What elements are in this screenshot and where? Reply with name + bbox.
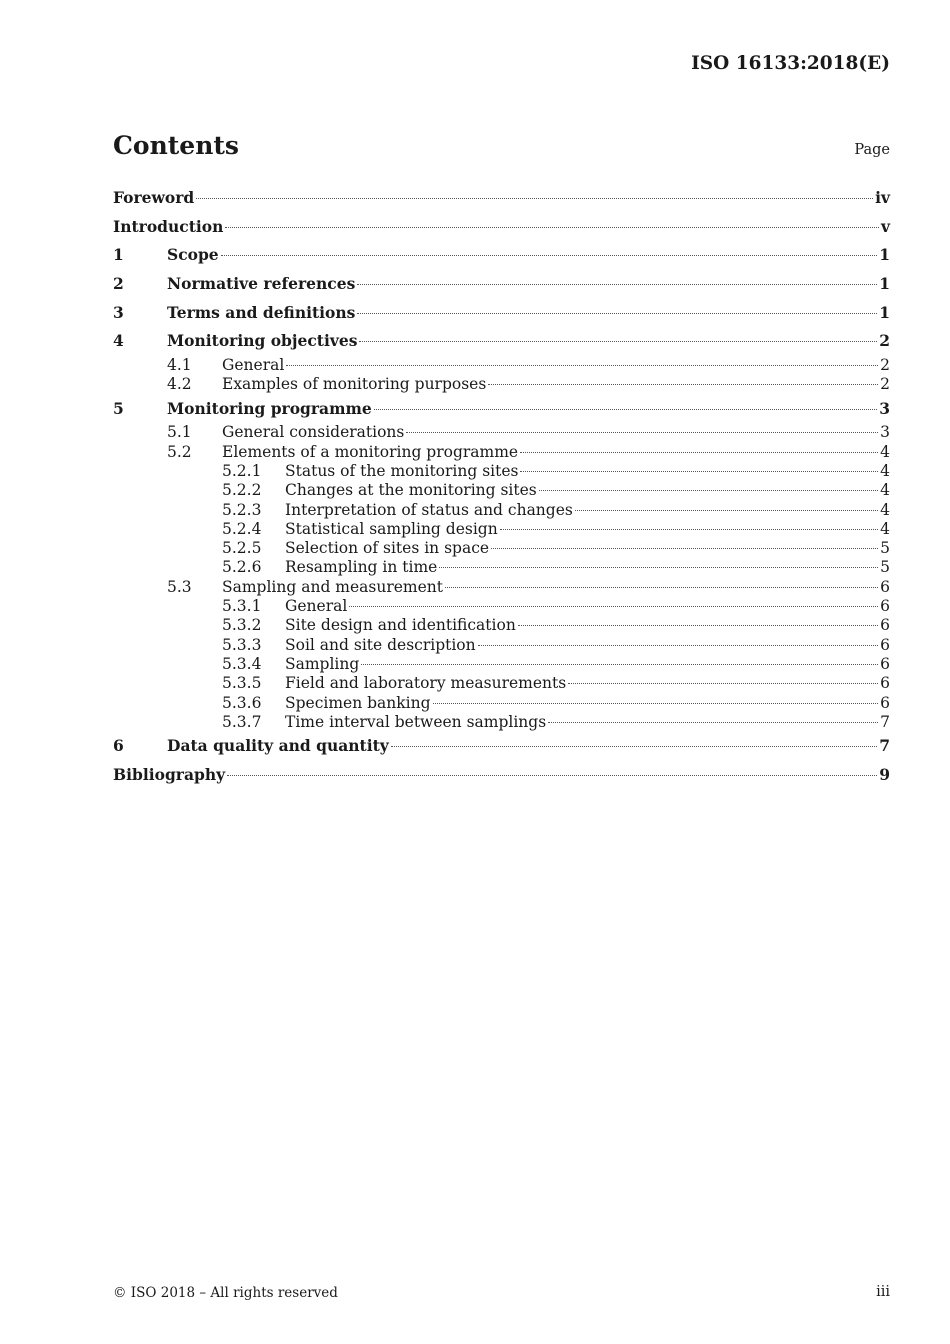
toc-entry-title[interactable]: Sampling and measurement [222, 577, 444, 596]
toc-entry-page: 6 [880, 693, 890, 712]
toc-entry-page: 4 [880, 462, 890, 480]
toc-entry-title[interactable]: General [222, 356, 285, 375]
toc-entry-page: 7 [880, 712, 890, 731]
dot-leader [221, 255, 878, 256]
toc-entry-title[interactable]: Changes at the monitoring sites [285, 481, 537, 500]
page-column-label: Page [854, 142, 890, 158]
toc-entry-page: 6 [880, 635, 890, 654]
toc-entry-page: v [880, 216, 890, 236]
toc-entry-number: 5.3.3 [222, 635, 262, 654]
toc-entry-title[interactable]: Specimen banking [285, 693, 431, 712]
toc-entry-page: 4 [880, 442, 890, 461]
toc-entry-number: 6 [113, 736, 124, 756]
dot-leader [548, 722, 878, 723]
toc-entry[interactable] [113, 213, 890, 242]
toc-entry-title[interactable]: Foreword [113, 188, 195, 207]
dot-leader [286, 365, 878, 366]
toc-entry-number: 5.2.3 [222, 500, 262, 519]
dot-leader [478, 645, 879, 646]
toc-entry-title[interactable]: Elements of a monitoring programme [222, 442, 519, 461]
dot-leader [439, 567, 878, 568]
toc-entry-number: 5.2.6 [222, 558, 262, 577]
toc-entry-page: 2 [879, 331, 890, 351]
toc-entry-number: 5.3.4 [222, 654, 262, 673]
toc-entry-title[interactable]: Introduction [113, 216, 224, 236]
toc-entry[interactable] [113, 674, 890, 693]
toc-entry-title[interactable]: Statistical sampling design [285, 519, 498, 538]
dot-leader [520, 452, 878, 453]
toc-entry[interactable] [113, 184, 890, 213]
toc-entry-number: 4 [113, 331, 124, 351]
toc-entry[interactable] [113, 655, 890, 674]
toc-entry-page: 6 [880, 597, 890, 616]
toc-entry-page: 1 [879, 245, 890, 265]
dot-leader [361, 664, 878, 665]
toc-entry-number: 5.3 [167, 577, 192, 596]
toc-entry[interactable] [113, 443, 890, 462]
toc-entry[interactable] [113, 713, 890, 732]
toc-entry-page: 2 [880, 375, 890, 394]
dot-leader [500, 529, 878, 530]
toc-entry-page: 4 [880, 481, 890, 500]
toc-entry-title[interactable]: Examples of monitoring purposes [222, 375, 487, 394]
toc-entry[interactable] [113, 327, 890, 356]
dot-leader [433, 703, 879, 704]
toc-entry[interactable] [113, 356, 890, 375]
toc-entry-title[interactable]: Status of the monitoring sites [285, 462, 519, 480]
dot-leader [227, 775, 877, 776]
toc-entry-number: 5.3.6 [222, 693, 262, 712]
toc-entry-number: 5.2.2 [222, 481, 262, 500]
toc-entry-number: 5.3.7 [222, 712, 262, 731]
toc-entry-page: 3 [879, 398, 890, 418]
toc-entry-page: 5 [880, 539, 890, 558]
dot-leader [359, 341, 877, 342]
dot-leader [518, 625, 878, 626]
toc-entry-page: 5 [880, 558, 890, 577]
toc-entry-number: 2 [113, 274, 124, 294]
toc-entry[interactable] [113, 270, 890, 299]
toc-entry-number: 1 [113, 245, 124, 265]
copyright-notice: © ISO 2018 – All rights reserved [113, 1285, 338, 1301]
toc-entry[interactable] [113, 558, 890, 577]
toc-entry-title[interactable]: Data quality and quantity [167, 736, 389, 756]
toc-entry[interactable] [113, 241, 890, 270]
toc-entry-number: 5.3.5 [222, 674, 262, 693]
toc-entry-title[interactable]: Field and laboratory measurements [285, 674, 567, 693]
dot-leader [225, 227, 879, 228]
toc-entry[interactable] [113, 732, 890, 761]
dot-leader [391, 746, 877, 747]
dot-leader [196, 198, 873, 199]
toc-entry[interactable] [113, 539, 890, 558]
toc-entry-page: 7 [879, 736, 890, 756]
toc-entry-title[interactable]: General considerations [222, 423, 405, 442]
toc-entry-page: 6 [880, 616, 890, 635]
toc-entry[interactable] [113, 578, 890, 597]
dot-leader [357, 284, 877, 285]
page-title: Contents [113, 131, 240, 160]
dot-leader [575, 510, 878, 511]
toc-entry-title[interactable]: Selection of sites in space [285, 539, 490, 558]
toc-entry[interactable] [113, 616, 890, 635]
dot-leader [357, 313, 877, 314]
dot-leader [349, 606, 878, 607]
toc-entry-number: 4.1 [167, 356, 192, 375]
dot-leader [520, 471, 878, 472]
toc-entry-title[interactable]: Bibliography [113, 764, 226, 784]
toc-entry-page: 4 [880, 519, 890, 538]
toc-entry-title[interactable]: Soil and site description [285, 635, 476, 654]
toc-entry-page: 3 [880, 423, 890, 442]
toc-entry-title[interactable]: General [285, 597, 348, 616]
toc-entry-title[interactable]: Scope [167, 245, 219, 265]
toc-entry-number: 5.2.4 [222, 519, 262, 538]
toc-entry-title[interactable]: Monitoring objectives [167, 331, 358, 351]
dot-leader [445, 587, 878, 588]
toc-entry-page: 1 [879, 274, 890, 294]
toc-entry-number: 5 [113, 398, 124, 418]
toc-entry[interactable] [113, 520, 890, 539]
toc-entry-page: 4 [880, 500, 890, 519]
toc-entry-title[interactable]: Normative references [167, 274, 356, 294]
toc-entry[interactable] [113, 481, 890, 500]
document-id: ISO 16133:2018(E) [691, 53, 890, 74]
dot-leader [374, 409, 877, 410]
toc-entry-number: 5.2 [167, 442, 192, 461]
table-of-contents [113, 184, 890, 790]
toc-entry-title[interactable]: Interpretation of status and changes [285, 500, 573, 519]
page-number: iii [876, 1284, 890, 1300]
toc-entry-page: 6 [880, 654, 890, 673]
toc-entry-number: 4.2 [167, 375, 192, 394]
toc-entry-page: 6 [880, 674, 890, 693]
toc-entry[interactable] [113, 395, 890, 424]
toc-entry-page: iv [875, 188, 890, 207]
toc-entry-page: 1 [879, 302, 890, 322]
dot-leader [406, 432, 878, 433]
dot-leader [488, 384, 878, 385]
toc-entry[interactable] [113, 299, 890, 328]
toc-entry-number: 3 [113, 302, 124, 322]
dot-leader [568, 683, 878, 684]
toc-entry[interactable] [113, 694, 890, 713]
toc-entry-number: 5.2.1 [222, 462, 262, 480]
toc-entry-title[interactable]: Site design and identification [285, 616, 516, 635]
toc-entry-page: 6 [880, 577, 890, 596]
toc-entry-title[interactable]: Resampling in time [285, 558, 438, 577]
toc-entry-page: 9 [879, 764, 890, 784]
toc-entry[interactable] [113, 375, 890, 394]
toc-entry[interactable] [113, 462, 890, 481]
toc-entry-title[interactable]: Terms and definitions [167, 302, 356, 322]
toc-entry-title[interactable]: Monitoring programme [167, 398, 372, 418]
dot-leader [539, 490, 878, 491]
toc-entry[interactable] [113, 501, 890, 520]
dot-leader [491, 548, 878, 549]
toc-entry-title[interactable]: Sampling [285, 654, 360, 673]
toc-entry-number: 5.2.5 [222, 539, 262, 558]
toc-entry-number: 5.1 [167, 423, 192, 442]
toc-entry[interactable] [113, 761, 890, 790]
toc-entry-title[interactable]: Time interval between samplings [285, 712, 547, 731]
toc-entry[interactable] [113, 597, 890, 616]
toc-entry[interactable] [113, 423, 890, 442]
toc-entry-page: 2 [880, 356, 890, 375]
toc-entry-number: 5.3.2 [222, 616, 262, 635]
toc-entry[interactable] [113, 636, 890, 655]
toc-entry-number: 5.3.1 [222, 597, 262, 616]
